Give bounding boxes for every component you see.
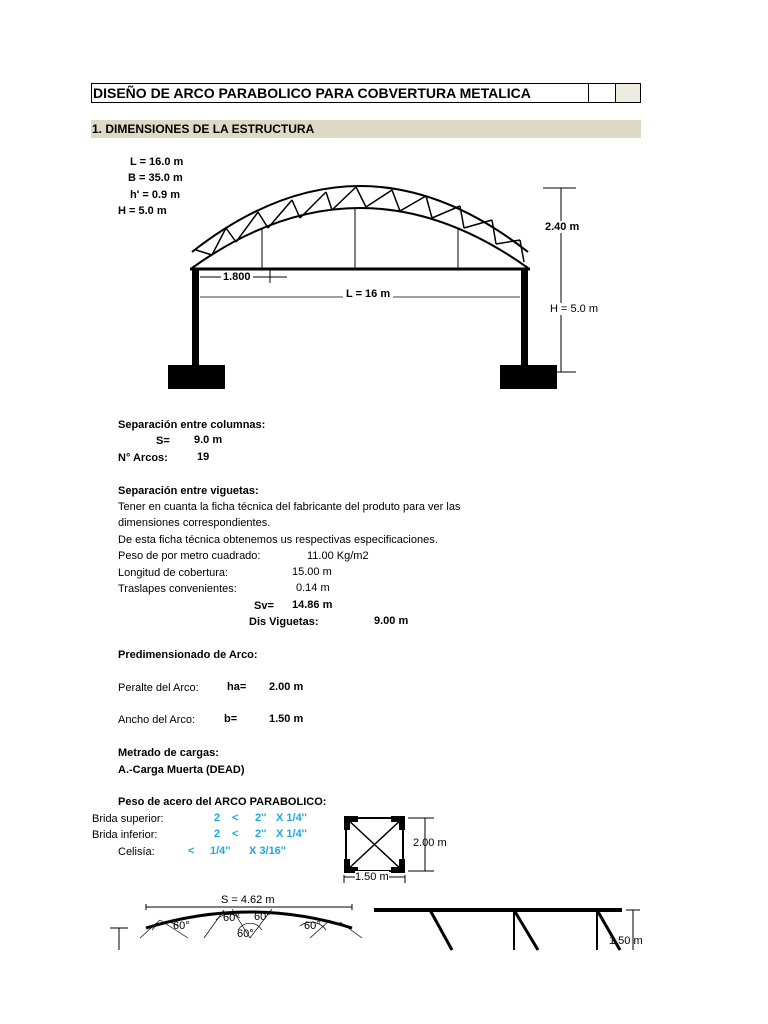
svg-text:60°: 60° xyxy=(173,920,190,932)
brida-inferior-size: 2'' xyxy=(255,828,267,840)
segment-depth-label: 1.50 m xyxy=(609,935,643,947)
span-label: L = 16 m xyxy=(343,288,393,300)
offset-label: 1.800 xyxy=(223,271,251,283)
dim-hp: h' = 0.9 m xyxy=(130,189,180,201)
viguetas-heading: Separación entre viguetas: xyxy=(118,485,259,497)
section-height-label: 2.00 m xyxy=(413,837,447,849)
peralte-label: Peralte del Arco: xyxy=(118,682,199,694)
s-value: 9.0 m xyxy=(194,434,223,446)
viguetas-text-3: De esta ficha técnica obtenemos us respectivas especificaciones. xyxy=(118,534,438,546)
ha-value: 2.00 m xyxy=(269,681,304,693)
height-label: H = 5.0 m xyxy=(550,303,598,315)
svg-text:60°: 60° xyxy=(223,912,240,924)
dis-viguetas-value: 9.00 m xyxy=(374,615,409,627)
celosia-size: 1/4'' xyxy=(210,845,231,857)
arcos-label: N° Arcos: xyxy=(118,452,168,464)
viguetas-text-2: dimensiones correspondientes. xyxy=(118,517,271,529)
celosia-angle-symbol: < xyxy=(188,845,195,857)
viguetas-text-1: Tener en cuanta la ficha técnica del fabricante del produto para ver las xyxy=(118,501,461,513)
carga-muerta-label: A.-Carga Muerta (DEAD) xyxy=(118,764,245,776)
columnas-heading: Separación entre columnas: xyxy=(118,419,266,431)
brida-inferior-thickness: X 1/4'' xyxy=(276,828,307,840)
traslapes-label: Traslapes convenientes: xyxy=(118,583,237,595)
arch-bottom-chord xyxy=(192,208,528,268)
brida-superior-size: 2'' xyxy=(255,812,267,824)
arch-segment-detail xyxy=(100,890,660,1024)
arch-structure-drawing xyxy=(0,0,768,400)
footing-right xyxy=(500,365,557,389)
b-label: b= xyxy=(224,713,238,725)
dim-L: L = 16.0 m xyxy=(130,156,184,168)
arcos-value: 19 xyxy=(197,451,210,463)
ha-label: ha= xyxy=(227,681,247,693)
peso-label: Peso de por metro cuadrado: xyxy=(118,550,261,562)
longitud-value: 15.00 m xyxy=(292,566,332,578)
arch-hangers xyxy=(262,207,458,269)
metrado-heading: Metrado de cargas: xyxy=(118,747,219,759)
brida-inferior-label: Brida inferior: xyxy=(92,829,158,841)
s-label: S= xyxy=(156,435,170,447)
brida-inferior-count: 2 xyxy=(214,828,221,840)
celosia-label: Celisía: xyxy=(118,846,155,858)
arch-lattice xyxy=(196,187,524,262)
predim-heading: Predimensionado de Arco: xyxy=(118,649,258,661)
rise-label: 2.40 m xyxy=(545,221,580,233)
ancho-label: Ancho del Arco: xyxy=(118,714,196,726)
dim-B: B = 35.0 m xyxy=(128,172,183,184)
longitud-label: Longitud de cobertura: xyxy=(118,567,229,579)
column-left xyxy=(192,270,199,366)
dis-viguetas-label: Dis Viguetas: xyxy=(249,616,319,628)
svg-text:60°: 60° xyxy=(304,920,321,932)
b-value: 1.50 m xyxy=(269,713,304,725)
brida-superior-thickness: X 1/4'' xyxy=(276,812,307,824)
footing-left xyxy=(168,365,225,389)
segment-length-label: S = 4.62 m xyxy=(221,894,275,906)
sv-label: Sv= xyxy=(254,600,274,612)
peso-value: 11.00 Kg/m2 xyxy=(307,550,369,562)
column-right xyxy=(521,270,528,366)
document-title: DISEÑO DE ARCO PARABOLICO PARA COBVERTURA METALICA xyxy=(92,84,589,102)
celosia-thickness: X 3/16'' xyxy=(249,845,287,857)
brida-superior-count: 2 xyxy=(214,812,221,824)
section-width-label: 1.50 m xyxy=(355,871,389,883)
dim-H: H = 5.0 m xyxy=(118,205,167,217)
sv-value: 14.86 m xyxy=(292,599,333,611)
svg-text:60°: 60° xyxy=(237,928,254,940)
peso-acero-heading: Peso de acero del ARCO PARABOLICO: xyxy=(118,796,327,808)
traslapes-value: 0.14 m xyxy=(296,582,330,594)
brida-superior-label: Brida superior: xyxy=(92,813,164,825)
brida-inferior-angle-symbol: < xyxy=(232,828,239,840)
brida-superior-angle-symbol: < xyxy=(232,812,239,824)
svg-text:60°: 60° xyxy=(254,911,271,923)
section-heading: 1. DIMENSIONES DE LA ESTRUCTURA xyxy=(91,120,641,138)
